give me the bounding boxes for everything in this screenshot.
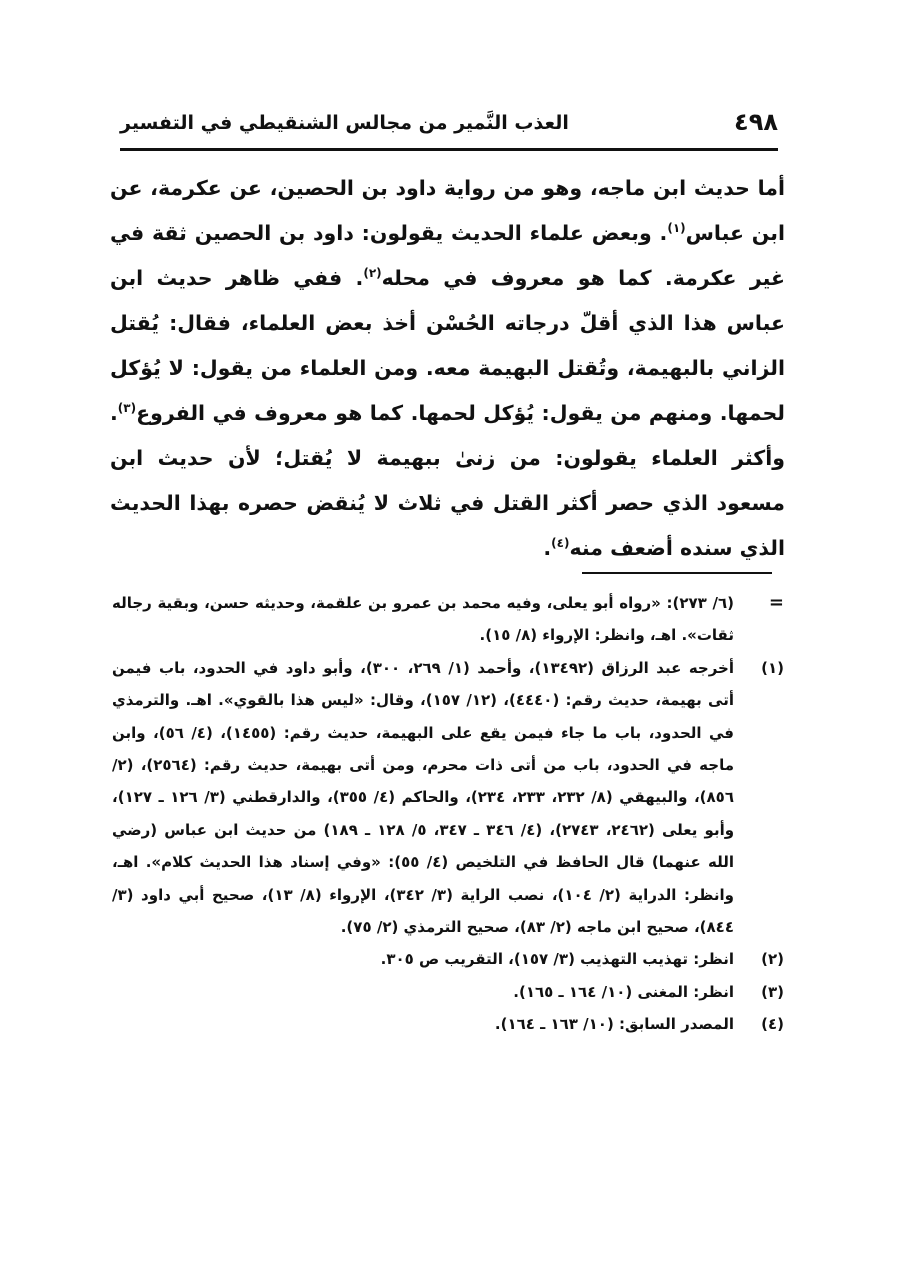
main-text-segment: .	[543, 536, 552, 560]
footnote-marker: (٤)	[761, 1015, 784, 1034]
footnote-ref-3: (٣)	[117, 401, 137, 416]
main-paragraph	[110, 166, 785, 571]
footnote-ref-4: (٤)	[551, 536, 570, 551]
header-rule	[120, 148, 778, 151]
footnote-marker: (٣)	[761, 982, 784, 1001]
page-number: ٤٩٨	[734, 108, 778, 136]
footnote-text: المصدر السابق: (١٠/ ١٦٣ ـ ١٦٤).	[494, 1015, 734, 1034]
footnote-ref-1: (١)	[667, 221, 686, 236]
main-text-segment: أما حديث ابن ماجه، وهو من رواية داود بن الحصين، عن عكرمة، عن ابن عباس	[110, 176, 785, 245]
footnote-text: أخرجه عبد الرزاق (١٣٤٩٢)، وأحمد (١/ ٢٦٩، ٣٠٠)، وأبو داود في الحدود، باب فيمن أتى بهيمة، حديث رقم: (٤٤٤٠)، (١٢/ ١٥٧)، وقال: «ليس هذا بالقوي». اهـ. والترمذي في الحدود، باب ما جاء فيمن يقع على البهيمة، حديث رقم: (١٤٥٥)، (٤/ ٥٦)، وابن ماجه في الحدود، باب من أتى ذات محرم، ومن أتى بهيمة، حديث رقم: (٢٥٦٤)، (٢/ ٨٥٦)، والبيهقي (٨/ ٢٣٢، ٢٣٣، ٢٣٤)، والحاكم (٤/ ٣٥٥)، والدارقطني (٣/ ١٢٦ ـ ١٢٧)، وأبو يعلى (٢٤٦٢، ٢٧٤٣)، (٤/ ٣٤٦ ـ ٣٤٧، ٥/ ١٢٨ ـ ١٨٩) من حديث ابن عباس (رضي الله عنهما) قال الحافظ في التلخيص (٤/ ٥٥): «وفي إسناد هذا الحديث كلام». اهـ، وانظر: الدراية (٢/ ١٠٤)، نصب الراية (٣/ ٣٤٢)، الإرواء (٨/ ١٣)، صحيح أبي داود (٣/ ٨٤٤)، صحيح ابن ماجه (٢/ ٨٣)، صحيح الترمذي (٢/ ٧٥).	[112, 658, 735, 937]
footnote-4	[112, 1008, 784, 1040]
continuation-mark: =	[768, 592, 784, 613]
footnote-separator	[582, 572, 772, 574]
footnote-ref-2: (٢)	[363, 266, 382, 281]
footnotes	[112, 587, 784, 1041]
footnote-marker: (٢)	[761, 950, 784, 969]
page-header	[120, 108, 778, 148]
footnote-continuation	[112, 587, 784, 652]
main-text-segment: . ففي ظاهر حديث ابن عباس هذا الذي أقلّ درجاته الحُسْن أخذ بعض العلماء، فقال: يُقتل الزاني بالبهيمة، وتُقتل البهيمة معه. ومن العلماء من يقول: لا يُؤكل لحمها. ومنهم من يقول: يُؤكل لحمها. كما هو معروف في الفروع	[110, 266, 785, 425]
footnote-3	[112, 976, 784, 1008]
main-text	[110, 166, 785, 571]
footnote-marker: (١)	[761, 658, 784, 677]
footnote-2	[112, 943, 784, 975]
footnote-text: (٦/ ٢٧٣): «رواه أبو يعلى، وفيه محمد بن عمرو بن علقمة، وحديثه حسن، وبقية رجاله ثقات». اهـ، وانظر: الإرواء (٨/ ١٥).	[112, 594, 734, 645]
main-text-segment: . وأكثر العلماء يقولون: من زنىٰ ببهيمة لا يُقتل؛ لأن حديث ابن مسعود الذي حصر أكثر القتل في ثلاث لا يُنقض حصره بهذا الحديث الذي سنده أضعف منه	[110, 401, 785, 560]
running-title: العذب النَّمير من مجالس الشنقيطي في التفسير	[120, 112, 569, 134]
footnote-text: انظر: المغنى (١٠/ ١٦٤ ـ ١٦٥).	[513, 982, 734, 1001]
footnote-text: انظر: تهذيب التهذيب (٣/ ١٥٧)، التقريب ص ٣٠٥.	[380, 950, 734, 969]
main-text-segment: . وبعض علماء الحديث يقولون: داود بن الحصين ثقة في غير عكرمة. كما هو معروف في محله	[110, 221, 785, 290]
footnote-1	[112, 652, 784, 944]
